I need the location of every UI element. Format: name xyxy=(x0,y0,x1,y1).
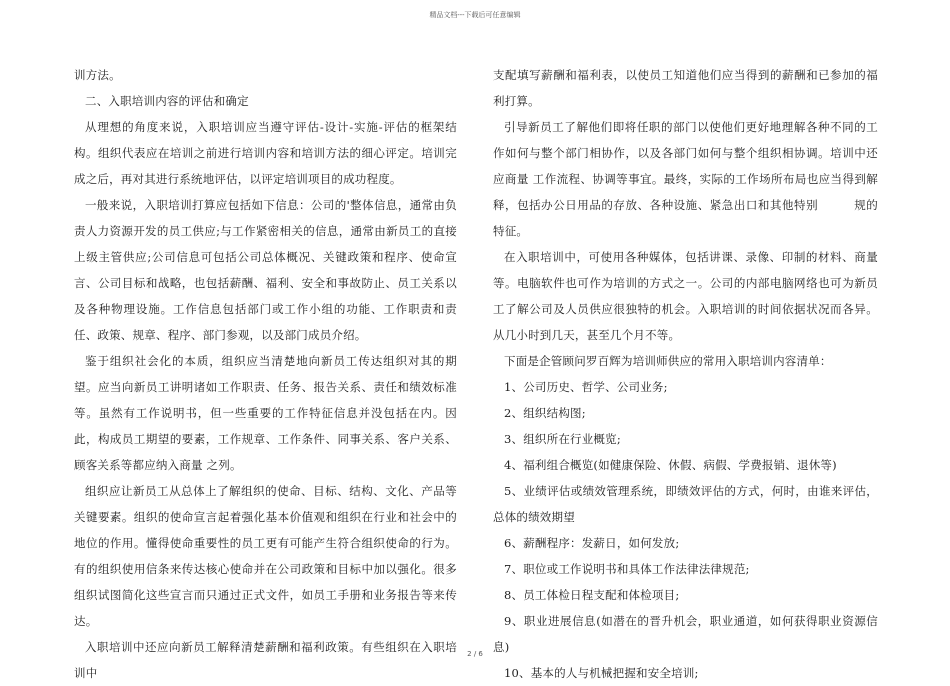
paragraph: 组织应让新员工从总体上了解组织的使命、目标、结构、文化、产品等关键要素。组织的使命宣言起着强化基本价值观和组织在行业和社会中的地位的作用。懂得使命重要性的员工更有可能产生符合组织使命的行为。有的组织使用信条来传达核心使命并在公司政策和目标中加以强化。很多组织试图简化这些宣言而只通过正式文件，如员工手册和业务报告等来传达。 xyxy=(74,484,457,628)
paragraph: 引导新员工了解他们即将任职的部门以使他们更好地理解各种不同的工作如何与整个部门相协作，以及各部门如何与整个组织相协调。培训中还应商量 工作流程、协调等事宜。最终，实际的工作场所布局也应当得到解释，包括办公日用品的存放、各种设施、紧急出口和其他特别 规的特征。 xyxy=(493,120,878,238)
left-column xyxy=(74,62,457,686)
page-header: 精品文档---下载后可任意编辑 xyxy=(429,11,521,19)
paragraph: 训方法。 xyxy=(74,68,121,82)
paragraph: 6、薪酬程序：发薪日，如何发放; xyxy=(504,536,680,550)
paragraph: 5、业绩评估或绩效管理系统，即绩效评估的方式，何时，由谁来评估，总体的绩效期望 xyxy=(493,484,878,524)
paragraph: 下面是企管顾问罗百辉为培训师供应的常用入职培训内容清单： xyxy=(504,354,832,368)
right-column xyxy=(493,62,878,686)
paragraph: 4、福利组合概览(如健康保险、休假、病假、学费报销、退休等) xyxy=(504,458,837,472)
paragraph: 一般来说，入职培训打算应包括如下信息：公司的'整体信息，通常由负责人力资源开发的员工供应;与工作紧密相关的信息，通常由新员工的直接上级主管供应;公司信息可包括公司总体概况、关键政策和程序、使命宣言、公司目标和战略，也包括薪酬、福利、安全和事故防止、员工关系以及各种物理设施。工作信息包括部门或工作小组的功能、工作职责和责任、政策、规章、程序、部门参观，以及部门成员介绍。 xyxy=(74,198,457,342)
paragraph: 10、基本的人与机械把握和安全培训; xyxy=(504,666,699,680)
paragraph: 8、员工体检日程支配和体检项目; xyxy=(504,588,680,602)
paragraph: 1、公司历史、哲学、公司业务; xyxy=(504,380,668,394)
paragraph: 7、职位或工作说明书和具体工作法律法律规范; xyxy=(504,562,750,576)
paragraph: 支配填写薪酬和福利表，以使员工知道他们应当得到的薪酬和已参加的福利打算。 xyxy=(493,68,878,108)
paragraph: 9、职业进展信息(如潜在的晋升机会，职业通道，如何获得职业资源信息) xyxy=(493,614,878,654)
paragraph: 在入职培训中，可使用各种媒体，包括讲课、录像、印制的材料、商量 等。电脑软件也可作为培训的方式之一。公司的内部电脑网络也可为新员工了解公司及人员供应很独特的机会。入职培训的时间依据状况而各异。从几小时到几天，甚至几个月不等。 xyxy=(493,250,878,342)
paragraph: 2、组织结构图; xyxy=(504,406,586,420)
paragraph: 入职培训中还应向新员工解释清楚薪酬和福利政策。有些组织在入职培训中 xyxy=(74,640,457,680)
paragraph: 3、组织所在行业概览; xyxy=(504,432,621,446)
paragraph: 从理想的角度来说，入职培训应当遵守评估-设计-实施-评估的框架结构。组织代表应在培训之前进行培训内容和培训方法的细心评定。培训完成之后，再对其进行系统地评估，以评定培训项目的成功程度。 xyxy=(74,120,457,186)
paragraph: 鉴于组织社会化的本质，组织应当清楚地向新员工传达组织对其的期望。应当向新员工讲明诸如工作职责、任务、报告关系、责任和绩效标准等。虽然有工作说明书，但一些重要的工作特征信息并没包括在内。因此，构成员工期望的要素，工作规章、工作条件、同事关系、客户关系、顾客关系等都应纳入商量 之列。 xyxy=(74,354,457,472)
paragraph: 二、入职培训内容的评估和确定 xyxy=(85,94,249,108)
page-number: 2 / 6 xyxy=(467,650,483,658)
